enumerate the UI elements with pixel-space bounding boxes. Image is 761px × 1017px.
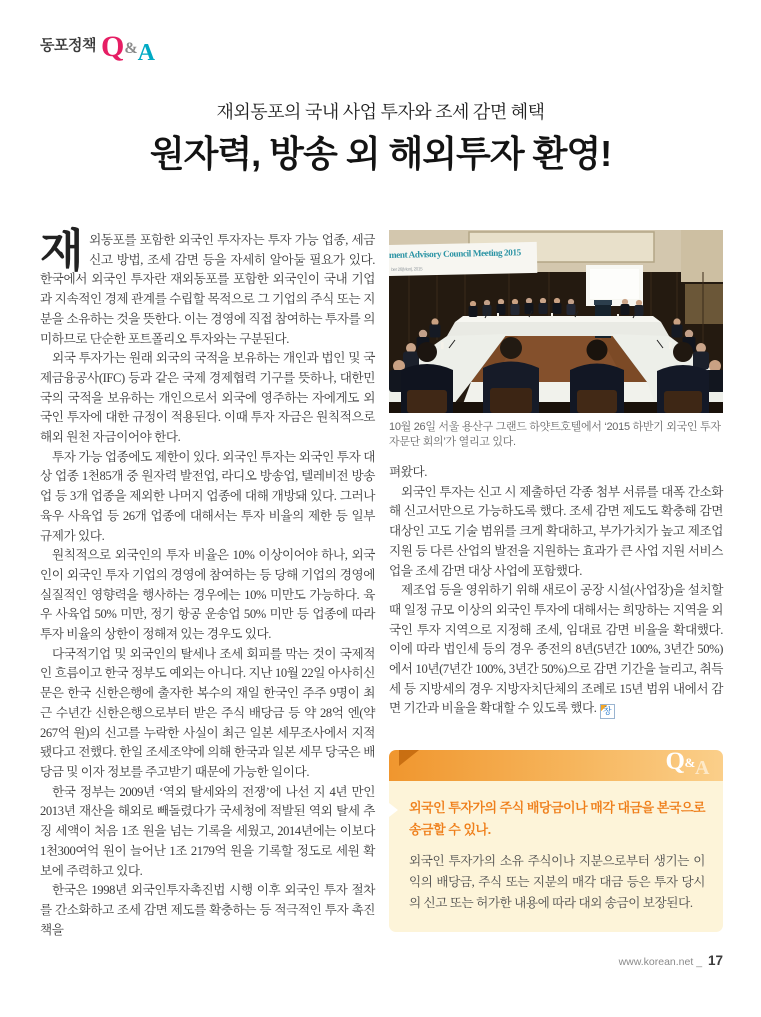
paragraph: 다국적기업 및 외국인의 탈세나 조세 회피를 막는 것이 국제적인 흐름이고 한국 정부도 예외는 아니다. 지난 10월 22일 아사히신문은 한국 신한은행에 출자한 복수의 재일 한국인 주주 9명이 최근 수년간 신한은행으로부터 받은 주식 배당금 등 약 28억 엔(약 267억 원)의 신고를 누락한 사실이 최근 일본 세무조사에서 지적됐다고 전했다. 한일 조세조약에 의해 한국과 일본 세무 당국은 배당금 및 이자 정보를 주고받기 때문에 가능한 일이다. xyxy=(40,646,375,779)
paragraph-text: 제조업 등을 영위하기 위해 새로이 공장 시설(사업장)을 설치할 때 일정 규모 이상의 외국인 투자에 대해서는 희망하는 지역을 외국인 투자 지역으로 지정해 조세, 임대료 감면 비율을 확대했다. 이에 따라 법인세 등의 경우 종전의 8년(5년간 100%, 3년간 50%)에서 10년(7년간 100%, 3년간 50%)으로 감면 기간을 늘리고, 취득세 등 지방세의 경우 지방자치단체의 조례로 15년 범위 내에서 감면 기간과 비율을 확대할 수 있도록 했다. xyxy=(389,583,723,716)
article-subtitle: 재외동포의 국내 사업 투자와 조세 감면 혜택 xyxy=(216,102,545,122)
question-pointer-icon xyxy=(389,803,398,817)
photo-banner xyxy=(389,242,537,276)
photo-caption: 10월 26일 서울 용산구 그랜드 하얏트호텔에서 ‘2015 하반기 외국인 투자 자문단 회의’가 열리고 있다. xyxy=(389,421,721,448)
logo-a-letter: A xyxy=(137,40,155,66)
qa-question: 외국인 투자가의 주식 배당금이나 매각 대금을 본국으로 송금할 수 있나. xyxy=(409,800,706,838)
page-number: 17 xyxy=(707,953,723,968)
footer-site-url: www.korean.net xyxy=(618,956,694,968)
photo-ceiling-right xyxy=(681,230,723,282)
drop-cap: 재 xyxy=(40,226,84,276)
article-left-column xyxy=(40,226,375,940)
paragraph xyxy=(40,226,375,349)
right-column-text xyxy=(389,463,723,719)
qa-answer: 외국인 투자가의 소유 주식이나 지분으로부터 생기는 이익의 배당금, 주식 또는 지분의 매각 대금 등은 투자 당시의 신고 또는 허가한 내용에 따라 대외 송금이 보장된다. xyxy=(409,854,705,911)
paragraph: 원칙적으로 외국인의 투자 비율은 10% 이상이어야 하나, 외국인이 외국인 투자 기업의 경영에 참여하는 등 당해 기업의 경영에 실질적인 영향력을 행사하는 경우에는 10% 미만도 가능하다. 육우 사육업 50% 미만, 정기 항공 운송업 50% 미만 등 업종에 따라 투자 비율의 상한이 정해져 있는 경우도 있다. xyxy=(40,548,375,642)
banner-text: ment Advisory Council Meeting 2015 xyxy=(389,247,521,260)
article-right-column xyxy=(389,230,723,932)
paragraph-text: 외동포를 포함한 외국인 투자자는 투자 가능 업종, 세금 신고 방법, 조세 감면 등을 자세히 알아둘 필요가 있다. 한국에서 외국인 투자란 재외동포를 포함한 외국인이 국내 기업과 지속적인 경제 관계를 수립할 목적으로 그 기업의 주식 또는 지분을 소유하는 것을 뜻한다. 이는 경영에 직접 참여하는 투자를 의미하므로 단순한 포트폴리오 투자와는 구분된다. xyxy=(40,233,375,346)
logo-ampersand: & xyxy=(124,40,138,57)
paragraph: 한국 정부는 2009년 ‘역외 탈세와의 전쟁’에 나선 지 4년 만인 2013년 재산을 해외로 빼돌렸다가 국세청에 적발된 역외 탈세 추징 세액이 처음 1조 원을 넘는 기록을 세웠고, 2014년에는 이보다 1천300여억 원이 늘어난 1조 2179억 원을 기록할 정도로 세원 확보에 주력하고 있다. xyxy=(40,784,375,878)
photo-right-panel xyxy=(685,284,723,324)
qa-box xyxy=(389,750,723,932)
far-table-front xyxy=(447,322,669,336)
qa-logo-ampersand: & xyxy=(684,755,695,771)
paragraph: 한국은 1998년 외국인투자촉진법 시행 이후 외국인 투자 절차를 간소화하고 조세 감면 제도를 확충하는 등 적극적인 투자 촉진책을 xyxy=(40,883,375,937)
logo-q-letter: Q xyxy=(100,30,125,63)
qa-logo-a: A xyxy=(694,757,709,780)
screen-glow xyxy=(590,269,639,299)
qa-box-body xyxy=(389,781,723,932)
paragraph: 투자 가능 업종에도 제한이 있다. 외국인 투자는 외국인 투자 대상 업종 1천85개 중 원자력 발전업, 라디오 방송업, 텔레비전 방송업 등 3개 업종을 제외한 나머지 업종에 대해 개방돼 있다. 그러나 육우 사육업 등 26개 업종에 대해서는 투자 비율의 제한 등 일부 규제가 있다. xyxy=(40,449,375,543)
section-logo-text: 동포정책 xyxy=(40,37,96,54)
qa-box-header xyxy=(389,750,723,781)
podium-top xyxy=(594,300,612,305)
article-title: 원자력, 방송 외 해외투자 환영! xyxy=(149,133,612,174)
section-logo xyxy=(40,30,155,67)
qa-logo-q: Q xyxy=(665,748,685,776)
banner-subtext: ber 26(Mon), 2015 xyxy=(391,266,423,272)
paragraph xyxy=(389,581,723,719)
footer-separator: _ xyxy=(696,956,703,968)
qa-logo xyxy=(665,748,709,780)
article-end-mark: 창 xyxy=(600,704,615,719)
paragraph: 외국 투자가는 원래 외국의 국적을 보유하는 개인과 법인 및 국제금융공사(IFC) 등과 같은 국제 경제협력 기구를 뜻하나, 대한민국의 국적을 보유하는 개인으로서 외국에 영주하는 자에게도 외국인 투자에 대한 규정이 적용된다. 이때 투자 자금은 원칙적으로 해외 원천 자금이어야 한다. xyxy=(40,351,375,445)
conference-photo xyxy=(389,230,723,413)
paragraph: 펴왔다. xyxy=(389,465,428,479)
ribbon-fold-icon xyxy=(399,750,419,766)
page-footer xyxy=(619,953,723,968)
paragraph: 외국인 투자는 신고 시 제출하던 각종 첨부 서류를 대폭 간소화해 신고서만으로 가능하도록 했다. 조세 감면 제도도 확충해 감면 대상인 고도 기술 범위를 크게 확대하고, 부가가치가 높고 제조업 지원 등 다른 산업의 발전을 지원하는 효과가 큰 사업 지원 서비스업을 조세 감면 대상 사업에 포함했다. xyxy=(389,484,723,578)
